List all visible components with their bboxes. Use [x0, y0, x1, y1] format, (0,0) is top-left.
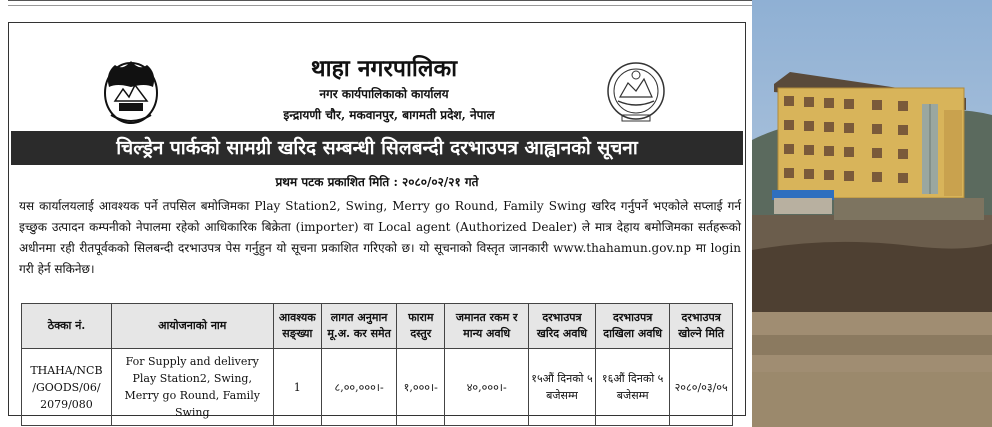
cell-purchase-period: १५औं दिनको ५ बजेसम्म: [528, 349, 595, 426]
tender-notice: [8, 0, 746, 418]
col-form-fee: फाराम दस्तुर: [397, 304, 445, 349]
cell-project-name: For Supply and delivery Play Station2, Swing, Merry go Round, Family Swing: [111, 349, 273, 426]
top-divider: [8, 0, 754, 6]
notice-frame: [8, 22, 746, 419]
publish-date: प्रथम पटक प्रकाशित मिति : २०८०/०२/२१ गते: [275, 175, 479, 189]
notice-paragraph: यस कार्यालयलाई आवश्यक पर्ने तपसिल बमोजिमका Play Station2, Swing, Merry go Round, Family Swing खरिद गर्नुपर्ने भएकोले सप्लाई गर्न इच्छुक उत्पादन कम्पनीको नेपालमा रहेको आधिकारिक बिक्रेता (importer) वा Local agent (Authorized Dealer) ले मात्र देहाय बमोजिमका सर्तहरूको अधीनमा रही रीतपूर्वकको सिलबन्दी दरभाउपत्र पेस गर्नुहुन यो सूचना प्रकाशित गरिएको छ। यो सूचनाको विस्तृत जानकारी www.thahamun.gov.np मा login गरी हेर्न सकिनेछ।: [19, 199, 741, 276]
col-security-amount: जमानत रकम र मान्य अवधि: [445, 304, 529, 349]
table-header-row: [22, 304, 733, 349]
notice-banner: चिल्ड्रेन पार्कको सामग्री खरिद सम्बन्धी सिलबन्दी दरभाउपत्र आह्वानको सूचना: [11, 131, 743, 165]
tender-table: [21, 303, 733, 426]
col-contract-no: ठेक्का नं.: [22, 304, 112, 349]
cell-form-fee: १,०००।-: [397, 349, 445, 426]
cell-submission-period: १६औं दिनको ५ बजेसम्म: [595, 349, 669, 426]
cell-opening-date: २०८०/०३/०५: [670, 349, 733, 426]
col-opening-date: दरभाउपत्र खोल्ने मिति: [670, 304, 733, 349]
table-row: [22, 349, 733, 426]
cell-quantity: 1: [273, 349, 321, 426]
municipality-logo-icon: [606, 57, 666, 127]
col-submission-period: दरभाउपत्र दाखिला अवधि: [595, 304, 669, 349]
col-project-name: आयोजनाको नाम: [111, 304, 273, 349]
office-subtitle: नगर कार्यपालिकाको कार्यालय: [319, 87, 449, 101]
address-line: इन्द्रायणी चौर, मकवानपुर, बागमती प्रदेश, नेपाल: [283, 108, 495, 122]
col-cost-estimate: लागत अनुमान मू.अ. कर समेत: [322, 304, 397, 349]
col-quantity: आवश्यक सङ्ख्या: [273, 304, 321, 349]
municipality-title: थाहा नगरपालिका: [310, 56, 458, 82]
col-purchase-period: दरभाउपत्र खरिद अवधि: [528, 304, 595, 349]
municipality-building-photo: [752, 0, 992, 427]
cell-contract-no: THAHA/NCB /GOODS/06/ 2079/080: [22, 349, 112, 426]
nepal-emblem-icon: [101, 57, 161, 127]
cell-cost-estimate: ८,००,०००।-: [322, 349, 397, 426]
cell-security-amount: ४०,०००।-: [445, 349, 529, 426]
